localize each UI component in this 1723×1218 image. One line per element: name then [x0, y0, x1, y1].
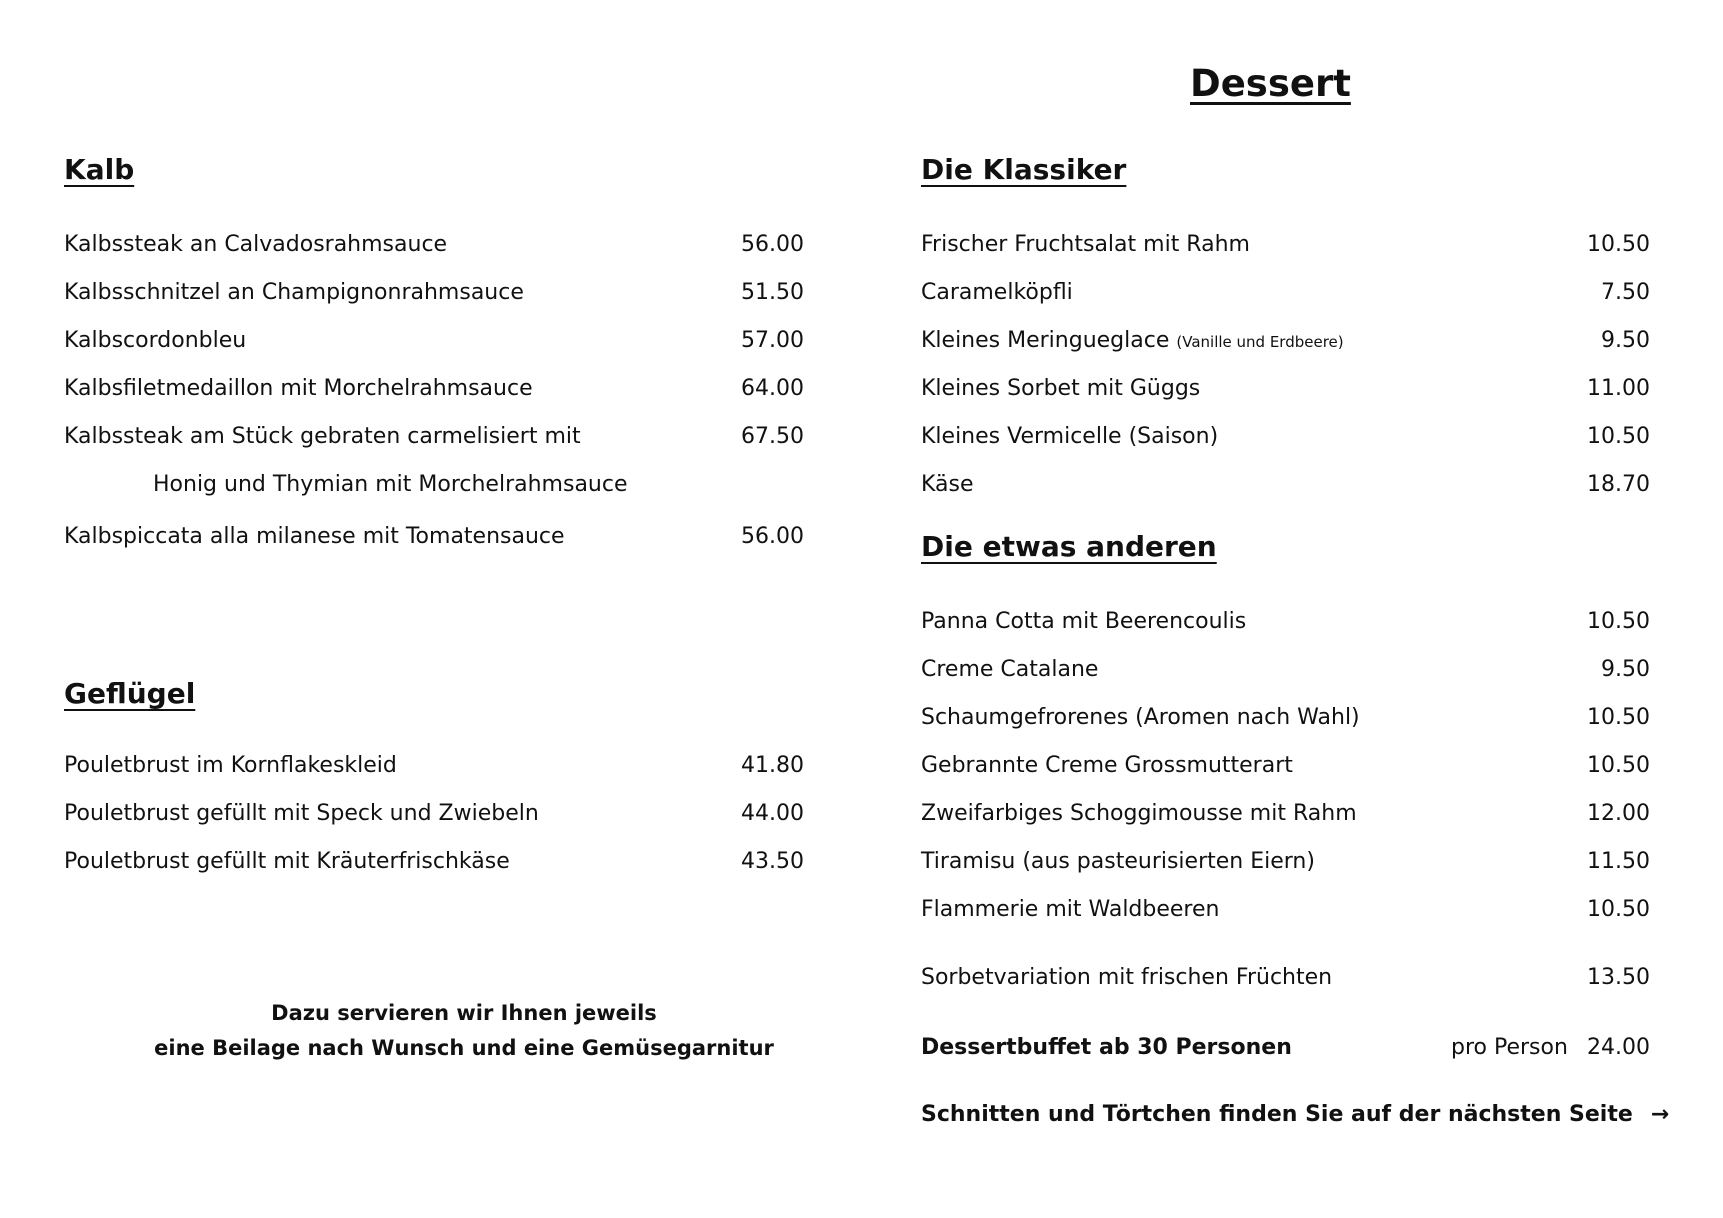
- menu-item-price: 56.00: [741, 524, 804, 549]
- menu-item-price: 12.00: [1587, 801, 1650, 826]
- menu-item-name: Kalbsschnitzel an Champignonrahmsauce: [64, 280, 524, 305]
- menu-item-name: Pouletbrust gefüllt mit Kräuterfrischkäse: [64, 849, 510, 874]
- page-title: Dessert: [1190, 62, 1351, 105]
- next-page-note-text: Schnitten und Törtchen finden Sie auf der nächsten Seite: [921, 1102, 1633, 1127]
- menu-item-price: 10.50: [1587, 609, 1650, 634]
- menu-item-price: 10.50: [1587, 897, 1650, 922]
- menu-item-name: Kalbssteak an Calvadosrahmsauce: [64, 232, 448, 257]
- menu-item-name: Tiramisu (aus pasteurisierten Eiern): [921, 849, 1315, 874]
- menu-item-continuation: Honig und Thymian mit Morchelrahmsauce: [153, 472, 628, 497]
- menu-item-price: 9.50: [1601, 328, 1650, 353]
- section-heading-gefluegel: Geflügel: [64, 677, 196, 710]
- menu-item-price: 9.50: [1601, 657, 1650, 682]
- menu-item-name: Panna Cotta mit Beerencoulis: [921, 609, 1247, 634]
- menu-item-name: Kleines Vermicelle (Saison): [921, 424, 1219, 449]
- menu-item-name: Kalbssteak am Stück gebraten carmelisiert mit: [64, 424, 581, 449]
- menu-item-name: [921, 328, 1344, 353]
- buffet-price: 24.00: [1587, 1035, 1650, 1060]
- section-heading-kalb: Kalb: [64, 153, 135, 186]
- menu-item-name: Zweifarbiges Schoggimousse mit Rahm: [921, 801, 1357, 826]
- menu-item-name: Creme Catalane: [921, 657, 1099, 682]
- menu-item-name: Kalbsfiletmedaillon mit Morchelrahmsauce: [64, 376, 533, 401]
- menu-item-name: Käse: [921, 472, 974, 497]
- menu-item-price: 18.70: [1587, 472, 1650, 497]
- side-dish-note-line-1: Dazu servieren wir Ihnen jeweils: [271, 1001, 657, 1025]
- menu-item-price: 56.00: [741, 232, 804, 257]
- menu-item-name: Kalbspiccata alla milanese mit Tomatensauce: [64, 524, 565, 549]
- menu-item-name: Kleines Sorbet mit Güggs: [921, 376, 1201, 401]
- section-heading-klassiker: Die Klassiker: [921, 153, 1127, 186]
- menu-item-price: 11.00: [1587, 376, 1650, 401]
- menu-item-price: 7.50: [1601, 280, 1650, 305]
- menu-item-name: Sorbetvariation mit frischen Früchten: [921, 965, 1333, 990]
- menu-item-name: Kalbscordonbleu: [64, 328, 247, 353]
- menu-item-name: Gebrannte Creme Grossmutterart: [921, 753, 1293, 778]
- menu-item-price: 57.00: [741, 328, 804, 353]
- menu-item-price: 10.50: [1587, 753, 1650, 778]
- menu-item-price: 43.50: [741, 849, 804, 874]
- menu-item-price: 44.00: [741, 801, 804, 826]
- menu-item-name: Pouletbrust im Kornflakeskleid: [64, 753, 397, 778]
- arrow-right-icon: →: [1650, 1102, 1670, 1127]
- buffet-unit: pro Person: [1451, 1035, 1568, 1060]
- side-dish-note-line-2: eine Beilage nach Wunsch und eine Gemüsegarnitur: [154, 1036, 774, 1060]
- menu-item-name: Flammerie mit Waldbeeren: [921, 897, 1220, 922]
- menu-item-name: Frischer Fruchtsalat mit Rahm: [921, 232, 1250, 257]
- menu-item-price: 51.50: [741, 280, 804, 305]
- menu-item-name: Schaumgefrorenes (Aromen nach Wahl): [921, 705, 1360, 730]
- menu-item-note: (Vanille und Erdbeere): [1176, 333, 1344, 351]
- menu-item-price: 11.50: [1587, 849, 1650, 874]
- menu-item-name: Pouletbrust gefüllt mit Speck und Zwiebeln: [64, 801, 539, 826]
- menu-item-price: 67.50: [741, 424, 804, 449]
- menu-item-price: 13.50: [1587, 965, 1650, 990]
- menu-item-price: 10.50: [1587, 424, 1650, 449]
- next-page-note: [921, 1102, 1669, 1127]
- menu-item-name: Caramelköpfli: [921, 280, 1073, 305]
- menu-item-price: 41.80: [741, 753, 804, 778]
- section-heading-anderen: Die etwas anderen: [921, 530, 1217, 563]
- menu-item-price: 64.00: [741, 376, 804, 401]
- menu-item-price: 10.50: [1587, 705, 1650, 730]
- menu-item-name-text: Kleines Meringueglace: [921, 328, 1170, 353]
- buffet-name: Dessertbuffet ab 30 Personen: [921, 1035, 1292, 1060]
- menu-item-price: 10.50: [1587, 232, 1650, 257]
